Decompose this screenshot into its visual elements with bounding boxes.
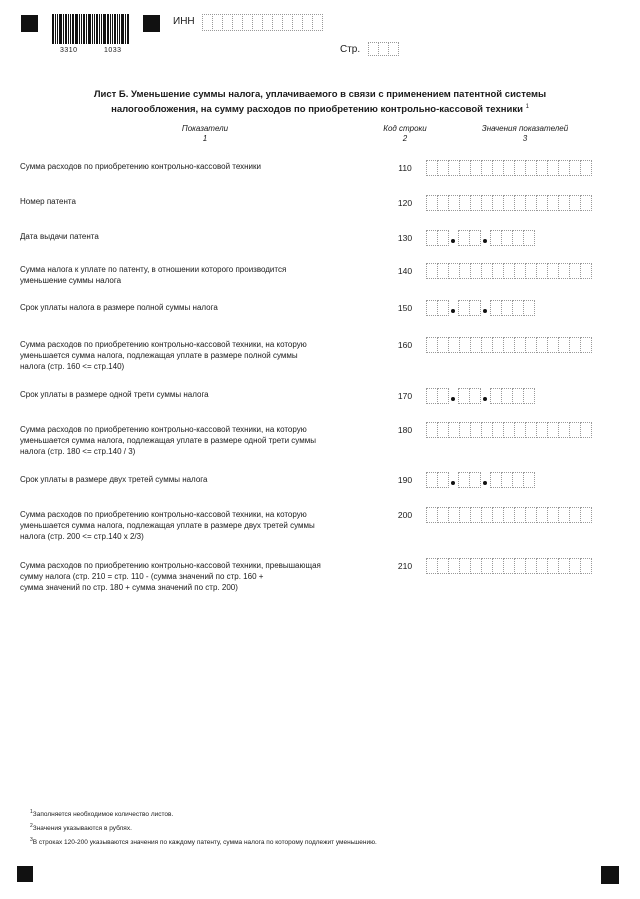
footnote-text: В строках 120-200 указываются значения по каждому патенту, сумма налога по которому подлежит уменьшению. [32, 839, 377, 847]
row-label-line: уменьшается сумма налога, подлежащая уплате в размере одной трети суммы [20, 436, 316, 445]
row-code-120: 120 [397, 198, 413, 208]
value-field-120[interactable] [426, 195, 591, 211]
column-header-indicators [150, 124, 260, 144]
value-field-190[interactable] [426, 472, 534, 488]
input-cell[interactable] [523, 388, 535, 404]
date-separator-dot [451, 309, 455, 313]
row-label-200 [20, 509, 370, 542]
row-label-line: Сумма расходов по приобретению контрольно-кассовой техники, на которую [20, 340, 307, 349]
column-header-line-code-number: 2 [402, 134, 408, 143]
corner-marker-bottom-left [17, 866, 33, 882]
date-separator-dot [483, 309, 487, 313]
row-label-line: уменьшение суммы налога [20, 276, 122, 285]
input-cell[interactable] [437, 300, 449, 316]
row-label-line: Сумма расходов по приобретению контрольно-кассовой техники, превышающая [20, 561, 321, 570]
row-label-line: Сумма налога к уплате по патенту, в отношении которого производится [20, 265, 287, 274]
row-label-170 [20, 389, 370, 400]
value-field-110[interactable] [426, 160, 591, 176]
row-label-120 [20, 196, 370, 207]
input-cell[interactable] [523, 300, 535, 316]
date-separator-dot [451, 239, 455, 243]
row-label-line: Номер патента [20, 197, 76, 206]
footnote-number: 1 [30, 809, 33, 815]
input-cell[interactable] [388, 42, 399, 56]
column-header-line-code [370, 124, 440, 144]
row-code-180: 180 [397, 425, 413, 435]
barcode-number-left: 3310 [60, 47, 78, 54]
sheet-title-line1: Лист Б. Уменьшение суммы налога, уплачиваемого в связи с применением патентной системы [93, 89, 547, 100]
column-header-values [460, 124, 590, 144]
input-cell[interactable] [580, 558, 592, 574]
value-field-200[interactable] [426, 507, 591, 523]
row-label-line: налога (стр. 200 <= стр.140 х 2/3) [20, 532, 144, 541]
date-separator-dot [451, 397, 455, 401]
inn-label: ИНН [173, 16, 195, 27]
inn-field[interactable] [202, 14, 322, 31]
sheet-title-line2: налогообложения, на сумму расходов по приобретению контрольно-кассовой техники [111, 104, 523, 116]
input-cell[interactable] [523, 230, 535, 246]
row-label-150 [20, 302, 370, 313]
row-code-130: 130 [397, 233, 413, 243]
row-label-line: Сумма расходов по приобретению контрольно-кассовой техники, на которую [20, 425, 307, 434]
input-cell[interactable] [580, 263, 592, 279]
row-label-160 [20, 339, 370, 372]
footnote-3 [30, 836, 377, 847]
row-label-140 [20, 264, 370, 286]
row-label-line: уменьшается сумма налога, подлежащая уплате в размере двух третей суммы [20, 521, 315, 530]
row-label-130 [20, 231, 370, 242]
date-separator-dot [451, 481, 455, 485]
value-field-160[interactable] [426, 337, 591, 353]
input-cell[interactable] [469, 230, 481, 246]
row-label-180 [20, 424, 370, 457]
input-cell[interactable] [580, 507, 592, 523]
input-cell[interactable] [469, 300, 481, 316]
footnote-2 [30, 822, 132, 833]
column-header-values-number: 3 [522, 134, 528, 143]
footnote-text: Заполняется необходимое количество листов. [32, 811, 174, 819]
row-label-210 [20, 560, 370, 593]
input-cell[interactable] [580, 337, 592, 353]
input-cell[interactable] [437, 472, 449, 488]
row-label-line: сумму налога (стр. 210 = стр. 110 - (сумма значений по стр. 160 + [20, 572, 264, 581]
sheet-title-footnote-ref: 1 [525, 104, 529, 110]
row-label-line: Дата выдачи патента [20, 232, 99, 241]
column-header-indicators-label: Показатели [181, 124, 229, 133]
corner-marker-bottom-right [601, 866, 619, 884]
row-code-210: 210 [397, 561, 413, 571]
date-separator-dot [483, 397, 487, 401]
input-cell[interactable] [437, 230, 449, 246]
value-field-210[interactable] [426, 558, 591, 574]
value-field-130[interactable] [426, 230, 534, 246]
row-code-170: 170 [397, 391, 413, 401]
row-code-200: 200 [397, 510, 413, 520]
value-field-150[interactable] [426, 300, 534, 316]
value-field-170[interactable] [426, 388, 534, 404]
value-field-140[interactable] [426, 263, 591, 279]
barcode-number-right: 1033 [104, 47, 122, 54]
input-cell[interactable] [580, 195, 592, 211]
footnote-text: Значения указываются в рублях. [32, 825, 132, 833]
column-header-indicators-number: 1 [202, 134, 208, 143]
footnote-number: 3 [30, 837, 33, 843]
corner-marker-top-mid [143, 15, 160, 32]
date-separator-dot [483, 239, 487, 243]
input-cell[interactable] [469, 472, 481, 488]
column-header-values-label: Значения показателей [481, 124, 569, 133]
row-label-line: сумма значений по стр. 180 + сумма значений по стр. 200) [20, 583, 238, 592]
input-cell[interactable] [580, 160, 592, 176]
corner-marker-top-left [21, 15, 38, 32]
row-label-line: Сумма расходов по приобретению контрольно-кассовой техники, на которую [20, 510, 307, 519]
input-cell[interactable] [580, 422, 592, 438]
value-field-180[interactable] [426, 422, 591, 438]
row-label-110 [20, 161, 370, 172]
row-label-190 [20, 474, 370, 485]
row-label-line: Сумма расходов по приобретению контрольно-кассовой техники [20, 162, 261, 171]
input-cell[interactable] [312, 14, 323, 31]
barcode [52, 14, 132, 44]
input-cell[interactable] [523, 472, 535, 488]
row-code-190: 190 [397, 475, 413, 485]
date-separator-dot [483, 481, 487, 485]
sheet-title [50, 88, 590, 116]
row-code-150: 150 [397, 303, 413, 313]
column-header-line-code-label: Код строки [383, 124, 427, 133]
row-code-110: 110 [398, 163, 412, 173]
row-code-140: 140 [397, 266, 413, 276]
row-label-line: Срок уплаты налога в размере полной суммы налога [20, 303, 218, 312]
row-code-160: 160 [397, 340, 413, 350]
footnote-1 [30, 808, 173, 819]
footnote-number: 2 [30, 823, 33, 829]
page-label: Стр. [340, 44, 361, 55]
row-label-line: Срок уплаты в размере двух третей суммы налога [20, 475, 208, 484]
row-label-line: уменьшается сумма налога, подлежащая уплате в размере полной суммы [20, 351, 298, 360]
row-label-line: налога (стр. 160 <= стр.140) [20, 362, 125, 371]
input-cell[interactable] [469, 388, 481, 404]
row-label-line: Срок уплаты в размере одной трети суммы налога [20, 390, 209, 399]
row-label-line: налога (стр. 180 <= стр.140 / 3) [20, 447, 136, 456]
input-cell[interactable] [437, 388, 449, 404]
page-number-field[interactable] [368, 42, 398, 56]
